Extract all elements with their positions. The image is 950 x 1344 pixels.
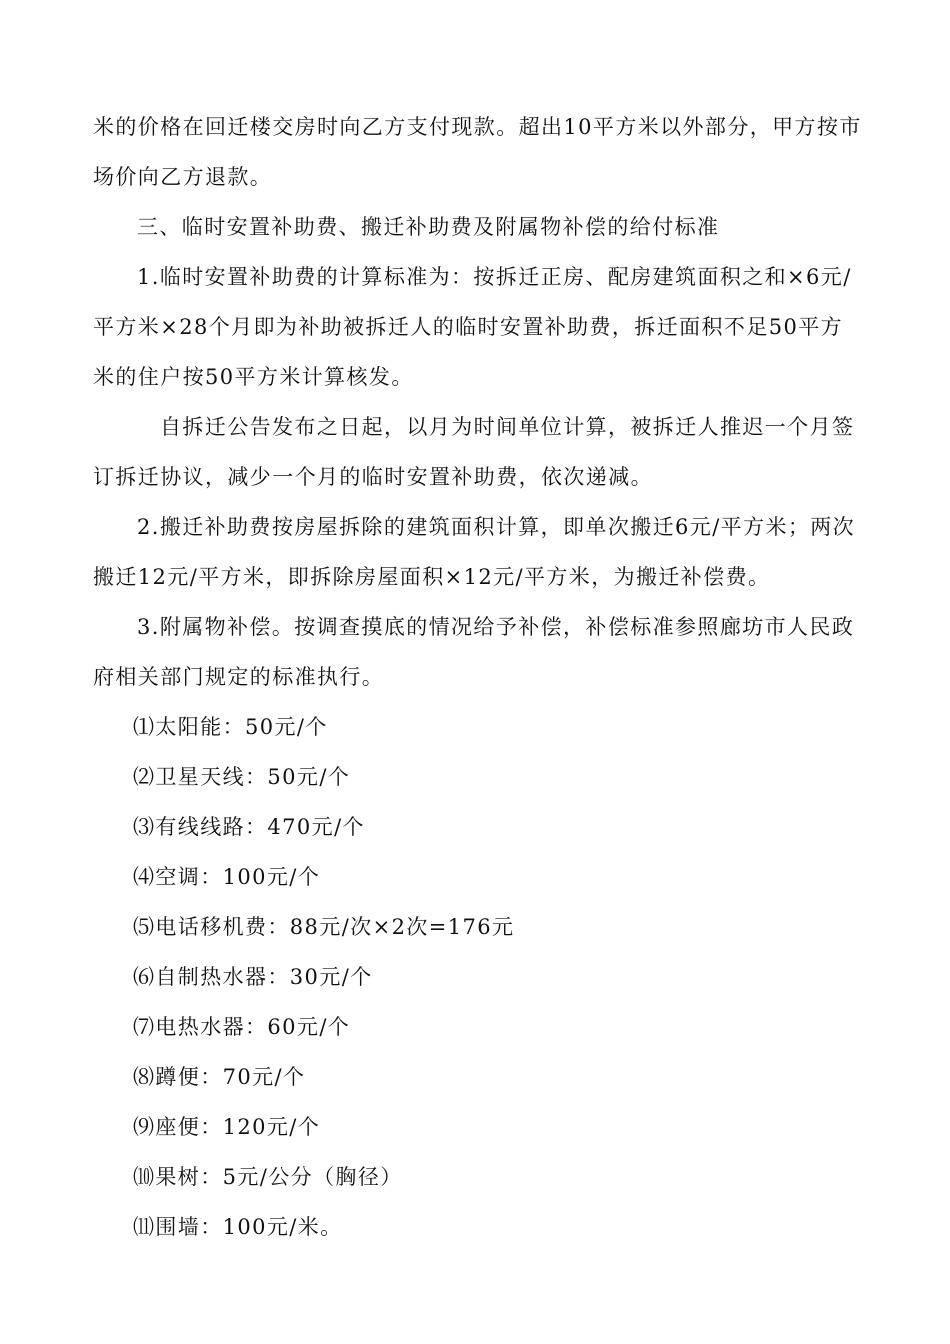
list-item: ⑻蹲便：70元/个 — [133, 1065, 306, 1089]
list-item: ⑽果树：5元/公分（胸径） — [133, 1165, 403, 1189]
paragraph-line: 2.搬迁补助费按房屋拆除的建筑面积计算，即单次搬迁6元/平方米；两次 — [137, 515, 856, 539]
paragraph-line: 米的住户按50平方米计算核发。 — [93, 365, 414, 389]
list-item: ⑺电热水器：60元/个 — [133, 1015, 351, 1039]
paragraph-line: 米的价格在回迁楼交房时向乙方支付现款。超出10平方米以外部分，甲方按市 — [93, 115, 862, 139]
section-heading: 三、临时安置补助费、搬迁补助费及附属物补偿的给付标准 — [137, 215, 720, 239]
list-item: ⑾围墙：100元/米。 — [133, 1215, 343, 1239]
list-item: ⑵卫星天线：50元/个 — [133, 765, 351, 789]
list-item: ⑶有线线路：470元/个 — [133, 815, 365, 839]
list-item: ⑼座便：120元/个 — [133, 1115, 321, 1139]
paragraph-line: 1.临时安置补助费的计算标准为：按拆迁正房、配房建筑面积之和×6元/ — [137, 265, 852, 289]
paragraph-line: 府相关部门规定的标准执行。 — [93, 665, 385, 689]
paragraph-line: 平方米×28个月即为补助被拆迁人的临时安置补助费，拆迁面积不足50平方 — [93, 315, 844, 339]
paragraph-line: 自拆迁公告发布之日起，以月为时间单位计算，被拆迁人推迟一个月签 — [160, 415, 855, 439]
list-item: ⑹自制热水器：30元/个 — [133, 965, 373, 989]
paragraph-line: 搬迁12元/平方米，即拆除房屋面积×12元/平方米，为搬迁补偿费。 — [93, 565, 771, 589]
paragraph-line: 订拆迁协议，减少一个月的临时安置补助费，依次递减。 — [93, 465, 653, 489]
list-item: ⑸电话移机费：88元/次×2次=176元 — [133, 915, 515, 939]
paragraph-line: 3.附属物补偿。按调查摸底的情况给予补偿，补偿标准参照廊坊市人民政 — [137, 615, 855, 639]
list-item: ⑴太阳能：50元/个 — [133, 715, 328, 739]
paragraph-line: 场价向乙方退款。 — [93, 165, 273, 189]
list-item: ⑷空调：100元/个 — [133, 865, 321, 889]
